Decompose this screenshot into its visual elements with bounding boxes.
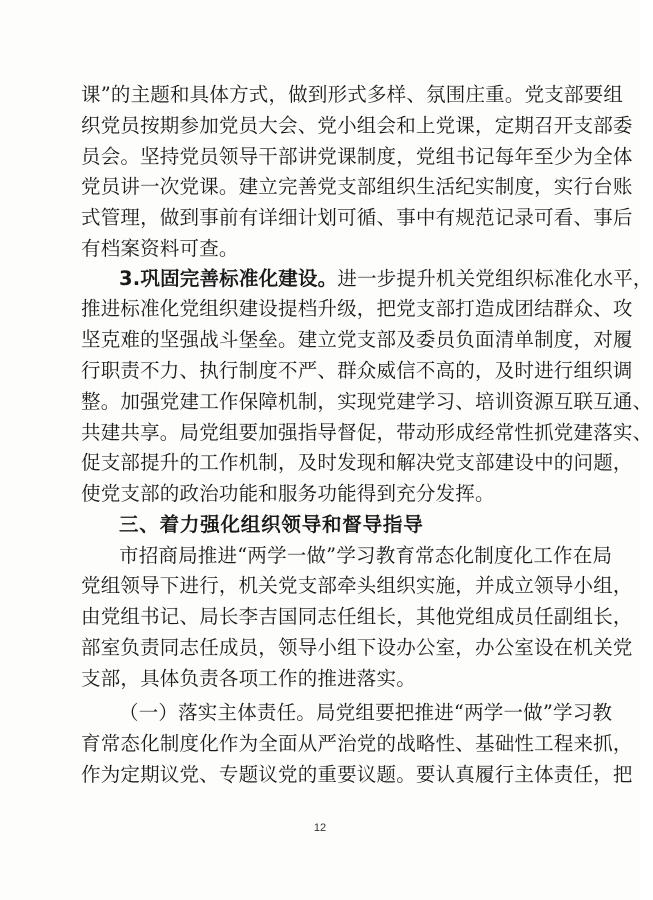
paragraph-first-line: 市招商局推进“两学一做”学习教育常态化制度化工作在局: [119, 544, 613, 567]
paragraph-line: 党员讲一次党课。建立完善党支部组织生活纪实制度，实行台账: [81, 175, 633, 198]
paragraph-line: 课”的主题和具体方式，做到形式多样、氛围庄重。党支部要组: [81, 83, 624, 106]
paragraph-text: 进一步提升机关党组织标准化水平，: [337, 267, 653, 290]
page-number: 12: [313, 822, 327, 834]
paragraph-line: 育常态化制度化作为全面从严治党的战略性、基础性工程来抓，: [81, 732, 633, 755]
paragraph-line: 支部，具体负责各项工作的推进落实。: [81, 667, 416, 690]
section-heading: 三、着力强化组织领导和督导指导: [119, 513, 424, 536]
paragraph-line: 作为定期议党、专题议党的重要议题。要认真履行主体责任，把: [81, 763, 633, 786]
paragraph-line: 部室负责同志任成员，领导小组下设办公室，办公室设在机关党: [81, 636, 633, 659]
paragraph-first-line: [119, 264, 653, 294]
paragraph-line: 坚克难的坚强战斗堡垒。建立党支部及委员负面清单制度，对履: [81, 328, 633, 351]
paragraph-line: 由党组书记、局长李吉国同志任组长，其他党组成员任副组长，: [81, 605, 633, 628]
paragraph-line: 推进标准化党组织建设提档升级，把党支部打造成团结群众、攻: [81, 297, 633, 320]
paragraph-line: 有档案资料可查。: [81, 237, 239, 260]
paragraph-line: 行职责不力、执行制度不严、群众威信不高的，及时进行组织调: [81, 359, 633, 382]
paragraph-line: 式管理，做到事前有详细计划可循、事中有规范记录可看、事后: [81, 206, 633, 229]
paragraph-line: 使党支部的政治功能和服务功能得到充分发挥。: [81, 482, 495, 505]
section-lead-bold: 3.巩固完善标准化建设。: [119, 267, 338, 290]
paragraph-line: 员会。坚持党员领导干部讲党课制度，党组书记每年至少为全体: [81, 145, 633, 168]
paragraph-line: 党组领导下进行，机关党支部牵头组织实施，并成立领导小组，: [81, 574, 633, 597]
paragraph-line: 促支部提升的工作机制，及时发现和解决党支部建设中的问题，: [81, 451, 633, 474]
paragraph-line: 织党员按期参加党员大会、党小组会和上党课，定期召开支部委: [81, 114, 633, 137]
paragraph-line: 共建共享。局党组要加强指导督促，带动形成经常性抓党建落实、: [81, 421, 653, 444]
paragraph-line: 整。加强党建工作保障机制，实现党建学习、培训资源互联互通、: [81, 390, 653, 413]
paragraph-first-line: （一）落实主体责任。局党组要把推进“两学一做”学习教: [119, 701, 613, 724]
